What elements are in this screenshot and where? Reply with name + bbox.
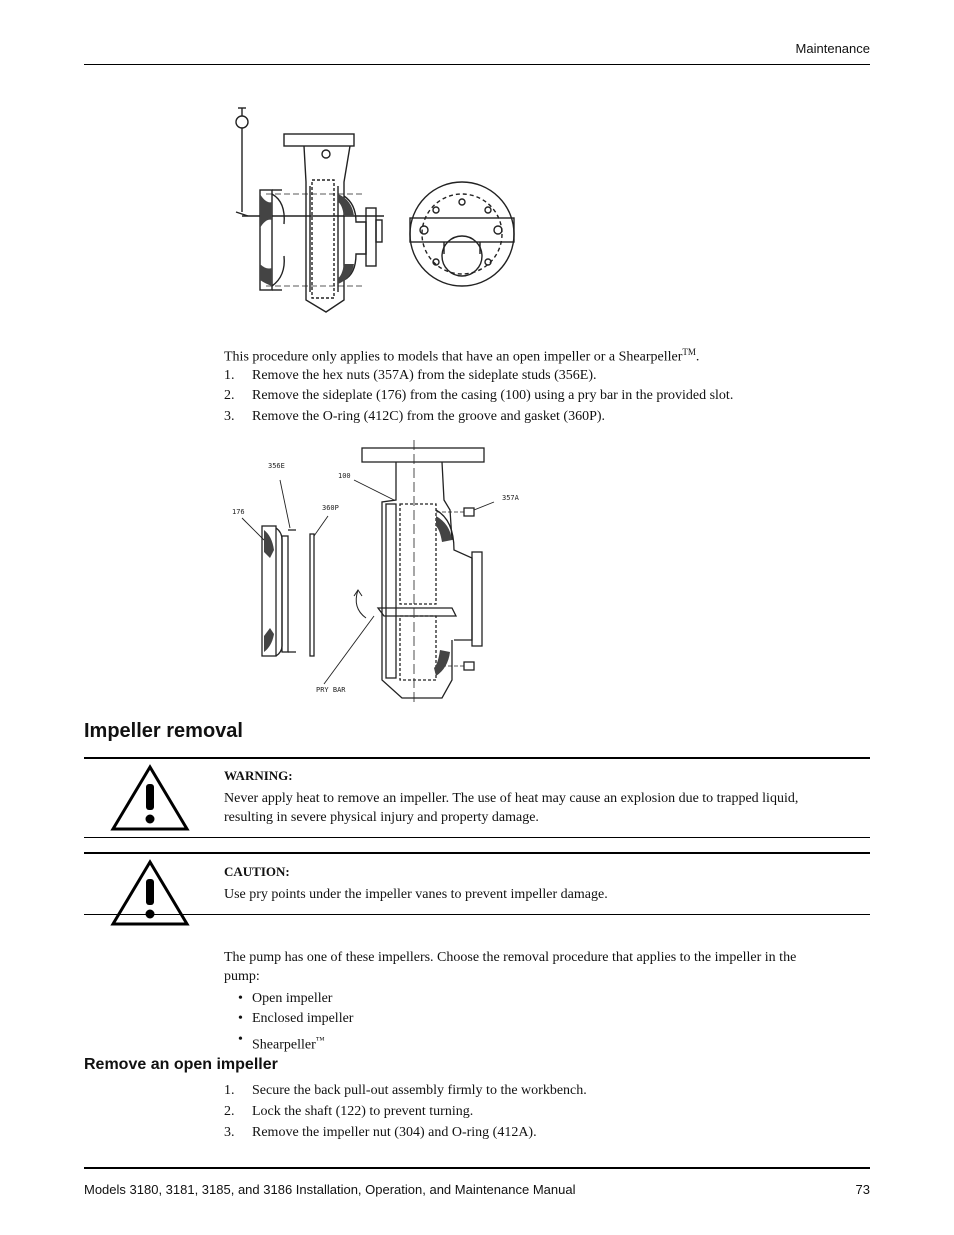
caution-triangle-icon — [110, 859, 190, 927]
label-357a: 357A — [502, 494, 519, 502]
step-text: Remove the impeller nut (304) and O-ring (412A). — [252, 1125, 537, 1140]
step-text: Lock the shaft (122) to prevent turning. — [252, 1104, 474, 1119]
caution-text: Use pry points under the impeller vanes to prevent impeller damage. — [224, 887, 608, 902]
warning-label: WARNING: — [224, 768, 293, 783]
step-text: Remove the O-ring (412C) from the groove and gasket (360P). — [252, 409, 606, 424]
step-number: 1. — [224, 368, 235, 383]
intro-text: This procedure only applies to models that have an open impeller or a Shearpeller — [224, 349, 683, 365]
label-360p: 360P — [322, 504, 339, 512]
footer-rule — [84, 1167, 870, 1169]
caution-label: CAUTION: — [224, 864, 290, 879]
step-text: Remove the hex nuts (357A) from the sideplate studs (356E). — [252, 368, 597, 383]
bullet-marker: • — [238, 1032, 243, 1047]
warning-line-1: Never apply heat to remove an impeller. The use of heat may cause an explosion due to trapped liquid, — [224, 791, 799, 806]
label-176: 176 — [232, 508, 245, 516]
list-item: Enclosed impeller — [252, 1011, 354, 1026]
running-header: Maintenance — [795, 41, 870, 56]
bullet-marker: • — [238, 991, 243, 1006]
list-item — [252, 1030, 325, 1056]
label-356e: 356E — [268, 462, 285, 470]
impeller-types-line-2: pump: — [224, 969, 260, 984]
step-number: 1. — [224, 1083, 235, 1098]
warning-line-2: resulting in severe physical injury and property damage. — [224, 810, 539, 825]
intro-period: . — [695, 349, 700, 365]
warning-top-rule — [84, 757, 870, 759]
figure-sideplate-exploded — [224, 440, 538, 702]
trademark-symbol: TM — [682, 347, 696, 357]
step-number: 2. — [224, 1104, 235, 1119]
subsection-title: Remove an open impeller — [84, 1056, 278, 1073]
label-pry-bar: PRY BAR — [316, 686, 346, 694]
impeller-types-line-1: The pump has one of these impellers. Choose the removal procedure that applies to the impeller in the — [224, 950, 797, 965]
step-number: 3. — [224, 409, 235, 424]
page-number: 73 — [855, 1182, 870, 1197]
list-item: Open impeller — [252, 991, 333, 1006]
trademark-symbol: ™ — [315, 1035, 325, 1045]
list-item-text: Shearpeller — [252, 1037, 316, 1053]
figure-hoist-assembly — [226, 104, 526, 314]
section-title: Impeller removal — [84, 720, 243, 742]
step-number: 2. — [224, 388, 235, 403]
warning-triangle-icon — [110, 764, 190, 832]
intro-paragraph — [224, 342, 699, 368]
step-text: Remove the sideplate (176) from the casing (100) using a pry bar in the provided slot. — [252, 388, 734, 403]
label-100: 100 — [338, 472, 351, 480]
header-rule — [84, 64, 870, 65]
caution-top-rule — [84, 852, 870, 854]
caution-bottom-rule — [84, 914, 870, 915]
bullet-marker: • — [238, 1011, 243, 1026]
warning-bottom-rule — [84, 837, 870, 838]
step-number: 3. — [224, 1125, 235, 1140]
step-text: Secure the back pull-out assembly firmly to the workbench. — [252, 1083, 587, 1098]
footer-manual-title: Models 3180, 3181, 3185, and 3186 Installation, Operation, and Maintenance Manual — [84, 1182, 576, 1197]
